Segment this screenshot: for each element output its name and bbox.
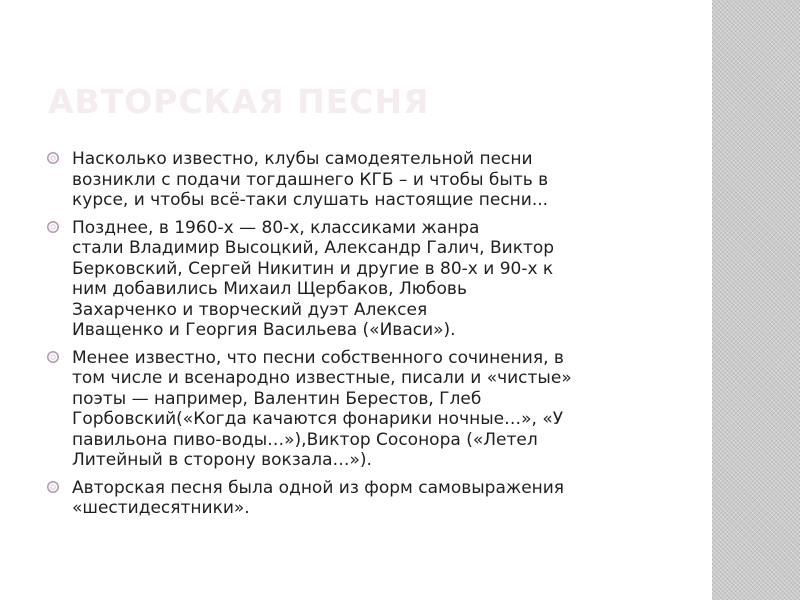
hollow-circle-icon — [46, 151, 60, 165]
bullet-item — [46, 218, 661, 341]
slide-title: АВТОРСКАЯ ПЕСНЯ — [48, 82, 430, 121]
bullet-list — [46, 149, 661, 526]
hollow-circle-icon — [46, 350, 60, 364]
hollow-circle-icon — [46, 480, 60, 494]
bullet-item — [46, 149, 661, 211]
bullet-item — [46, 478, 661, 519]
hollow-circle-icon — [46, 220, 60, 234]
bullet-text: Менее известно, что песни собственного сочинения, в том числе и всенародно известные, писали и «чистые» поэты — например, Валентин Берестов, Глеб Горбовский(«Когда качаются фонарики ночные…», «У павильона пиво-воды…»),Виктор Сосонора («Летел Литейный в сторону вокзала…»). — [72, 347, 572, 470]
decorative-side-band — [712, 0, 800, 600]
bullet-text: Авторская песня была одной из форм самовыражения «шестидесятники». — [72, 477, 565, 518]
bullet-text: Позднее, в 1960-х — 80-х, классиками жанра стали Владимир Высоцкий, Александр Галич, Виктор Берковский, Сергей Никитин и другие в 80-х и 90-х к ним добавились Михаил Щербаков, Любовь Захарченко и творческий дуэт Алексея Иващенко и Георгия Васильева («Иваси»). — [72, 217, 555, 340]
bullet-text: Насколько известно, клубы самодеятельной песни возникли с подачи тогдашнего КГБ – и чтобы быть в курсе, и чтобы всё-таки слушать настоящие песни... — [72, 149, 549, 210]
bullet-item — [46, 348, 661, 471]
